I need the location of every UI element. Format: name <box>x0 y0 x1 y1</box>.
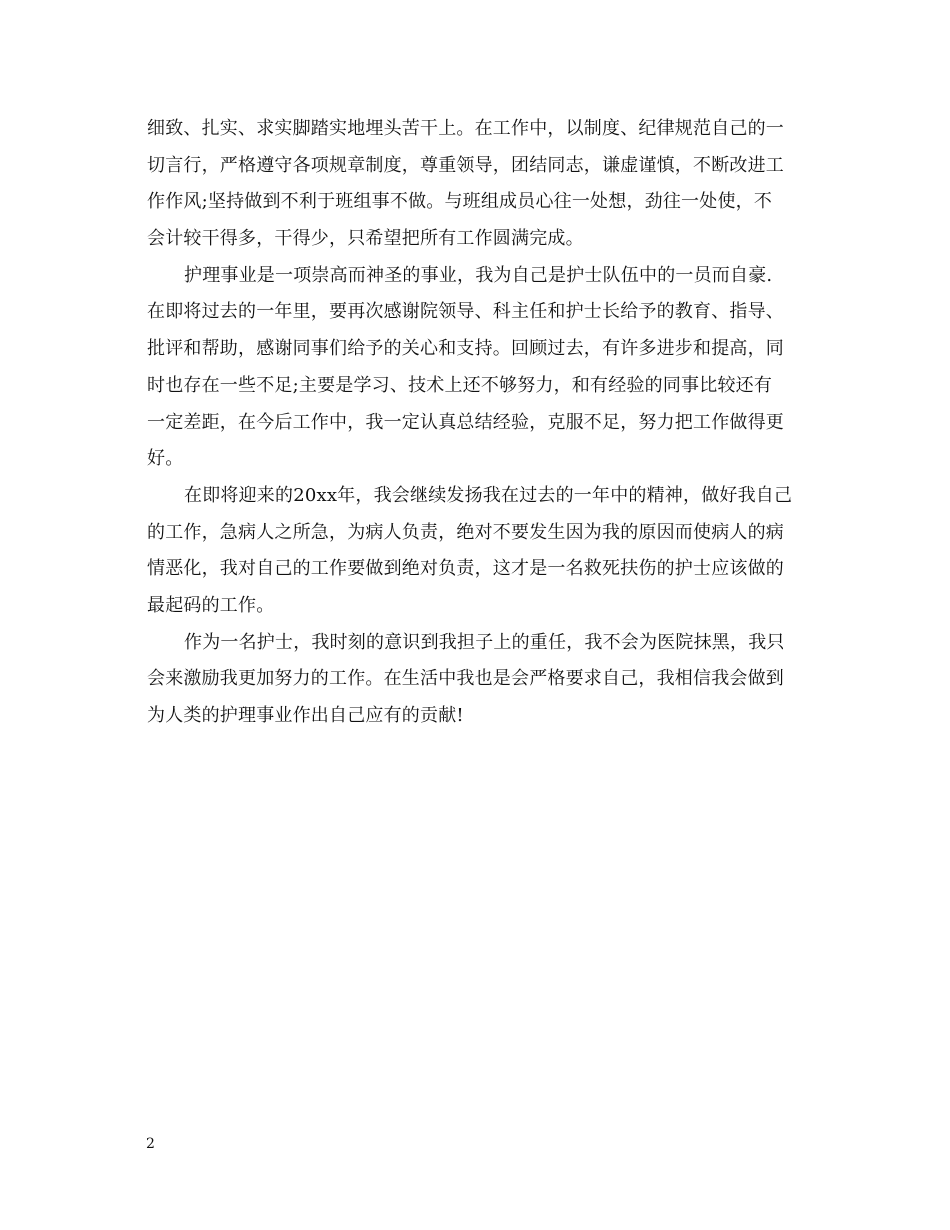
text-line: 一定差距，在今后工作中，我一定认真总结经验，克服不足，努力把工作做得更 <box>147 411 784 433</box>
text-line: 为人类的护理事业作出自己应有的贡献! <box>147 705 464 726</box>
text-line: 批评和帮助，感谢同事们给予的关心和支持。回顾过去，有许多进步和提高，同 <box>147 338 784 360</box>
text-line: 最起码的工作。 <box>147 594 275 616</box>
text-line: 会来激励我更加努力的工作。在生活中我也是会严格要求自己，我相信我会做到 <box>147 668 784 690</box>
text-line: 时也存在一些不足;主要是学习、技术上还不够努力，和有经验的同事比较还有 <box>147 374 773 396</box>
text-line: 的工作，急病人之所急，为病人负责，绝对不要发生因为我的原因而使病人的病 <box>147 521 784 543</box>
document-body <box>147 111 807 735</box>
paragraph-start-line: 在即将迎来的20xx年，我会继续发扬我在过去的一年中的精神，做好我自己 <box>184 484 793 506</box>
text-line: 好。 <box>147 448 184 470</box>
page-number: 2 <box>146 1136 155 1152</box>
paragraph-start-line: 作为一名护士，我时刻的意识到我担子上的重任，我不会为医院抹黑，我只 <box>184 631 785 653</box>
text-line: 切言行，严格遵守各项规章制度，尊重领导，团结同志，谦虚谨慎，不断改进工 <box>147 154 784 176</box>
text-line: 在即将过去的一年里，要再次感谢院领导、科主任和护士长给予的教育、指导、 <box>147 301 784 323</box>
paragraph-start-line: 护理事业是一项崇高而神圣的事业，我为自己是护士队伍中的一员而自豪. <box>184 264 773 286</box>
text-line: 作作风;坚持做到不利于班组事不做。与班组成员心往一处想，劲往一处使，不 <box>147 191 773 213</box>
text-line: 情恶化，我对自己的工作要做到绝对负责，这才是一名救死扶伤的护士应该做的 <box>147 558 784 580</box>
text-line: 细致、扎实、求实脚踏实地埋头苦干上。在工作中，以制度、纪律规范自己的一 <box>147 118 784 139</box>
text-line: 会计较干得多，干得少，只希望把所有工作圆满完成。 <box>147 228 584 250</box>
